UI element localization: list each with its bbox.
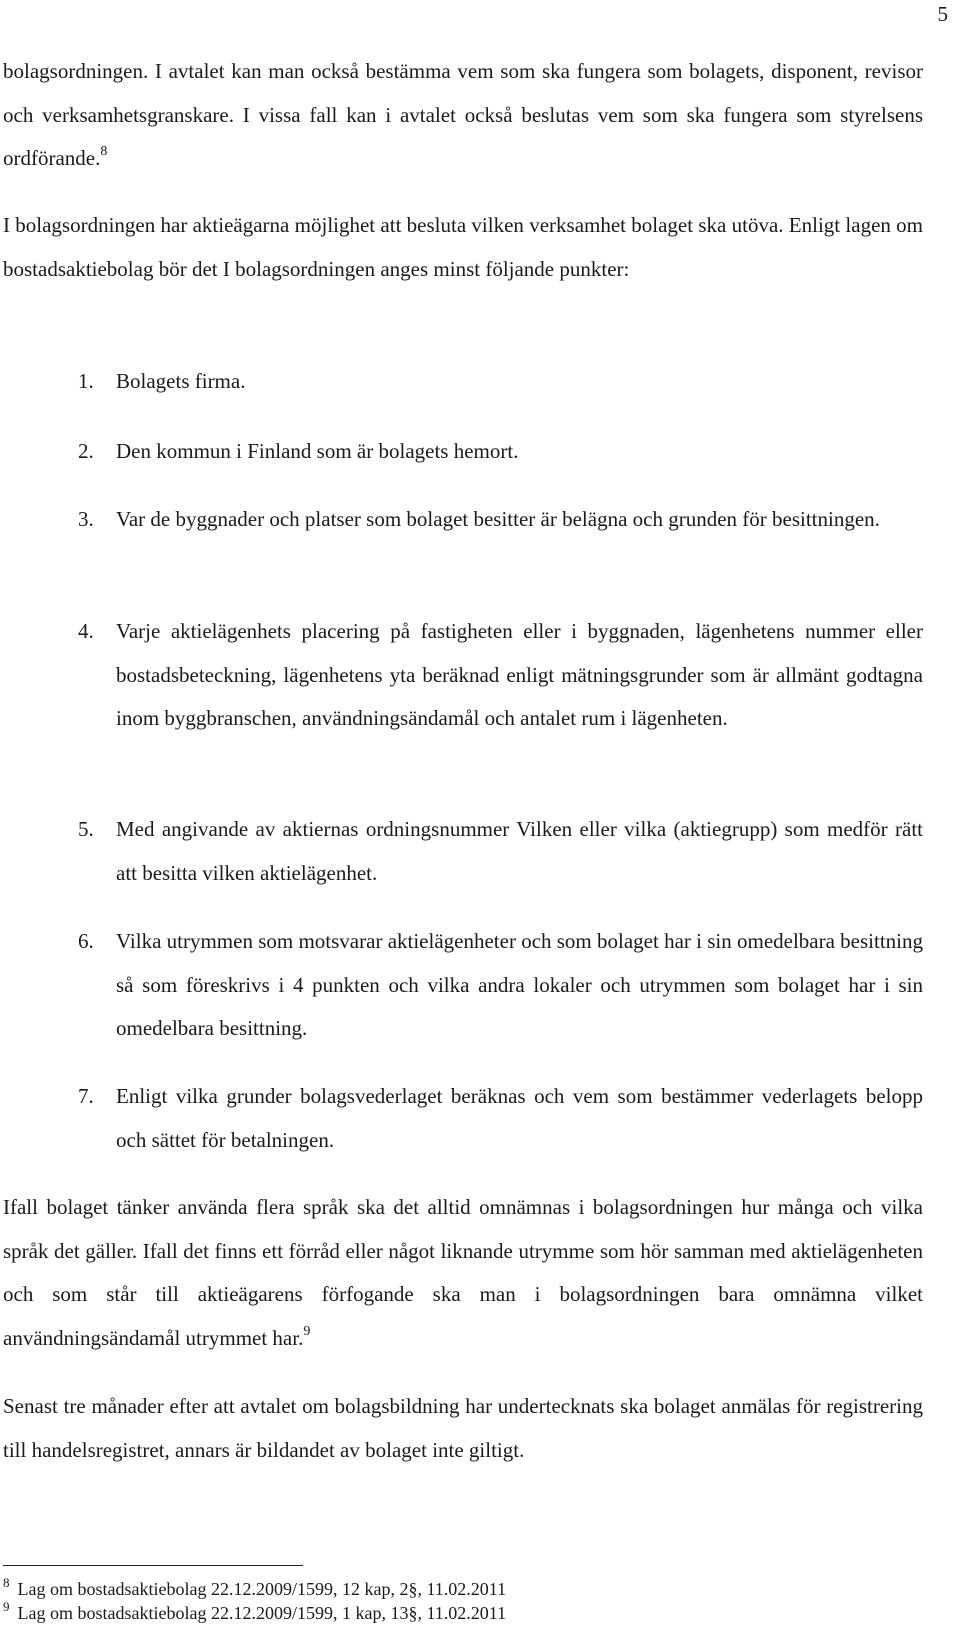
paragraph-text: I bolagsordningen har aktieägarna möjlighet att besluta vilken verksamhet bolaget ska utöva. Enligt lagen om bostadsaktiebolag bör det I bolagsordningen anges minst följande punkter: [3,213,923,281]
list-text: Vilka utrymmen som motsvarar aktielägenheter och som bolaget har i sin omedelbara besittning så som föreskrivs i 4 punkten och vilka andra lokaler och utrymmen som bolaget har i sin omedelbara besittning. [116,929,924,1040]
paragraph-text: bolagsordningen. I avtalet kan man också bestämma vem som ska fungera som bolagets, disponent, revisor och verksamhetsgranskare. I vissa fall kan i avtalet också beslutas vem som ska fungera som styrelsens ordförande. [3,59,923,170]
paragraph-text: Senast tre månader efter att avtalet om bolagsbildning har undertecknats ska bolaget anmälas för registrering till handelsregistret, annars är bildandet av bolaget inte giltigt. [3,1394,923,1462]
footnote-ref: 9 [303,1323,311,1339]
list-item [78,430,923,474]
list-item [78,360,923,404]
list-item [78,920,923,1051]
list-number: 1. [78,369,94,393]
paragraph-registration [3,1385,923,1472]
paragraph-intro [3,204,923,291]
list-number: 3. [78,507,94,531]
list-number: 2. [78,439,94,463]
footnote-number: 9 [3,1599,10,1614]
list-number: 7. [78,1084,94,1108]
list-text: Var de byggnader och platser som bolaget besitter är belägna och grunden för besittningen. [116,507,880,531]
footnote-separator [3,1565,303,1566]
footnote-number: 8 [3,1575,10,1590]
footnote-ref: 8 [100,144,108,159]
list-text: Med angivande av aktiernas ordningsnummer Vilken eller vilka (aktiegrupp) som medför rätt att besitta vilken aktielägenhet. [116,817,923,885]
list-item [78,1075,923,1162]
footnote-text: Lag om bostadsaktiebolag 22.12.2009/1599, 1 kap, 13§, 11.02.2011 [17,1603,507,1623]
footnote [3,1599,507,1624]
footnote [3,1575,507,1600]
paragraph-languages [3,1186,923,1360]
list-number: 6. [78,929,94,953]
list-text: Varje aktielägenhets placering på fastigheten eller i byggnaden, lägenhetens nummer eller bostadsbeteckning, lägenhetens yta beräknad enligt mätningsgrunder som är allmänt godtagna inom byggbranschen, användningsändamål och antalet rum i lägenheten. [116,619,923,730]
list-number: 5. [78,817,94,841]
page-number: 5 [937,2,948,26]
list-text: Enligt vilka grunder bolagsvederlaget beräknas och vem som bestämmer vederlagets belopp och sättet för betalningen. [116,1084,923,1152]
paragraph-continuation [3,50,923,181]
list-text: Den kommun i Finland som är bolagets hemort. [116,439,519,463]
list-item [78,498,923,542]
footnote-text: Lag om bostadsaktiebolag 22.12.2009/1599, 12 kap, 2§, 11.02.2011 [17,1579,507,1599]
list-item [78,808,923,895]
list-number: 4. [78,619,94,643]
list-text: Bolagets firma. [116,369,246,393]
paragraph-text: Ifall bolaget tänker använda flera språk ska det alltid omnämnas i bolagsordningen hur många och vilka språk det gäller. Ifall det finns ett förråd eller något liknande utrymme som hör samman med aktielägenheten och som står till aktieägarens förfogande ska man i bolagsordningen bara omnämna vilket användningsändamål utrymmet har. [3,1195,923,1350]
list-item [78,610,923,741]
